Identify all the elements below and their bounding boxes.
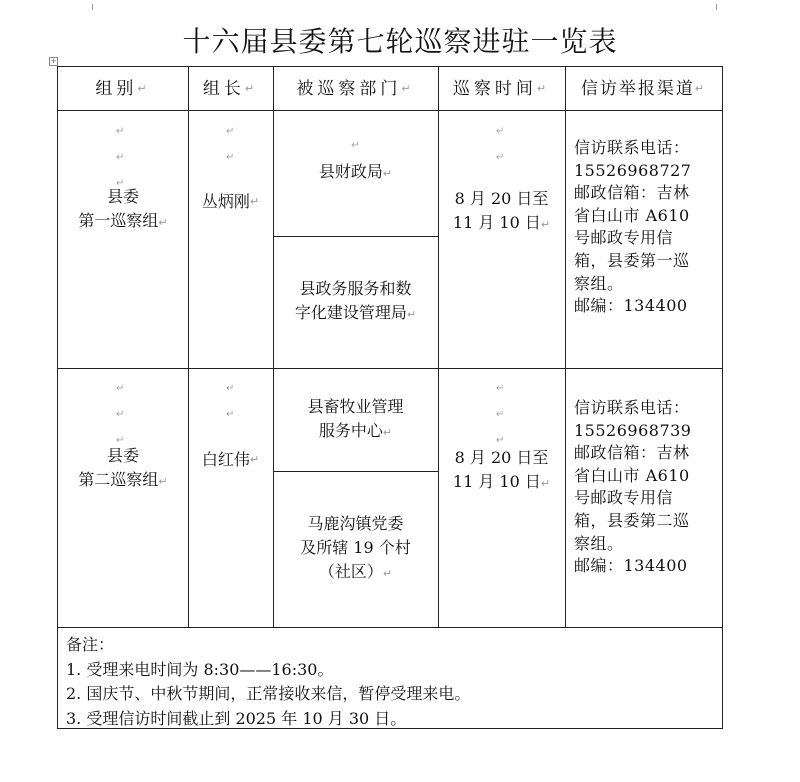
department-cell: ↵ 县财政局↵	[273, 110, 438, 236]
department-name-line: （社区）↵	[318, 562, 393, 581]
leader-cell: 白红伟 ↵	[201, 450, 260, 469]
row-divider	[58, 627, 722, 628]
paragraph-marks: ↵ ↵ ↵	[116, 383, 125, 446]
department-cell	[273, 236, 438, 368]
contact-line: 察组。	[574, 533, 624, 553]
col-divider	[565, 67, 566, 627]
department-name-line: 县畜牧业管理	[307, 396, 404, 416]
department-name-line: 县政务服务和数	[299, 279, 412, 298]
contact-line: 箱，县委第一巡	[574, 250, 690, 270]
group-name-line: 县委	[106, 187, 139, 206]
time-line: 11 月 10 日↵	[452, 213, 551, 232]
patrol-table	[57, 66, 723, 729]
contact-phone: 15526968739	[574, 420, 692, 440]
time-cell	[438, 184, 565, 240]
header-channel: 信访举报渠道 ↵	[580, 78, 707, 99]
note-item: 2. 国庆节、中秋节期间，正常接收来信，暂停受理来电。	[66, 684, 471, 703]
group-name-cell	[58, 441, 188, 497]
time-cell	[438, 443, 565, 499]
group-name-line: 第二巡察组↵	[78, 470, 168, 489]
header-leader: 组长 ↵	[202, 78, 259, 99]
page-corner-mark-left	[82, 4, 93, 10]
header-departments: 被巡察部门 ↵	[296, 78, 415, 99]
contact-postcode: 邮编：134400	[574, 296, 688, 316]
group-name-line: 县委	[106, 446, 139, 465]
col-divider	[438, 67, 439, 627]
paragraph-marks: ↵ ↵ ↵	[116, 126, 125, 189]
time-line: 8 月 20 日至	[454, 189, 549, 208]
page-corner-mark-right	[716, 4, 727, 10]
leader-cell: 丛炳刚 ↵	[201, 192, 260, 211]
notes-label: 备注：	[66, 635, 115, 654]
department-name-line: 马鹿沟镇党委	[307, 514, 404, 533]
contact-line: 号邮政专用信	[574, 228, 674, 248]
header-group: 组别 ↵	[95, 78, 151, 99]
contact-cell	[574, 397, 691, 578]
header-time: 巡察时间 ↵	[452, 78, 551, 99]
contact-line: 信访联系电话：	[574, 138, 690, 157]
time-line: 11 月 10 日↵	[452, 472, 551, 491]
contact-line: 号邮政专用信	[574, 488, 674, 508]
note-item: 1. 受理来电时间为 8:30——16:30。	[66, 659, 334, 679]
paragraph-marks: ↵ ↵	[496, 126, 505, 163]
paragraph-marks: ↵ ↵	[226, 126, 235, 163]
department-name: 县财政局↵	[318, 162, 393, 181]
paragraph-marks: ↵ ↵	[226, 383, 235, 420]
department-cell	[273, 471, 438, 627]
department-cell	[273, 368, 438, 471]
contact-cell	[574, 137, 691, 318]
department-name-line: 字化建设管理局↵	[294, 303, 417, 322]
department-name-line: 及所辖 19 个村	[300, 538, 411, 557]
contact-line: 邮政信箱：吉林	[574, 443, 690, 463]
contact-line: 箱，县委第二巡	[574, 510, 690, 530]
contact-phone: 15526968727	[574, 160, 692, 180]
contact-line: 察组。	[574, 273, 624, 293]
group-name-line: 第一巡察组↵	[78, 211, 168, 230]
page-title: 十六届县委第七轮巡察进驻一览表	[182, 25, 618, 58]
contact-line: 信访联系电话：	[574, 398, 690, 417]
contact-line: 省白山市 A610	[574, 205, 690, 225]
department-name-line: 服务中心↵	[318, 420, 393, 440]
note-item: 3. 受理信访时间截止到 2025 年 10 月 30 日。	[66, 708, 407, 728]
group-name-cell	[58, 182, 188, 238]
notes-block	[66, 633, 470, 731]
time-line: 8 月 20 日至	[454, 448, 549, 467]
table-move-handle-icon[interactable]: +	[50, 57, 57, 65]
contact-line: 省白山市 A610	[574, 465, 690, 485]
paragraph-marks: ↵ ↵ ↵	[496, 383, 505, 446]
contact-postcode: 邮编：134400	[574, 556, 688, 576]
contact-line: 邮政信箱：吉林	[574, 183, 690, 203]
